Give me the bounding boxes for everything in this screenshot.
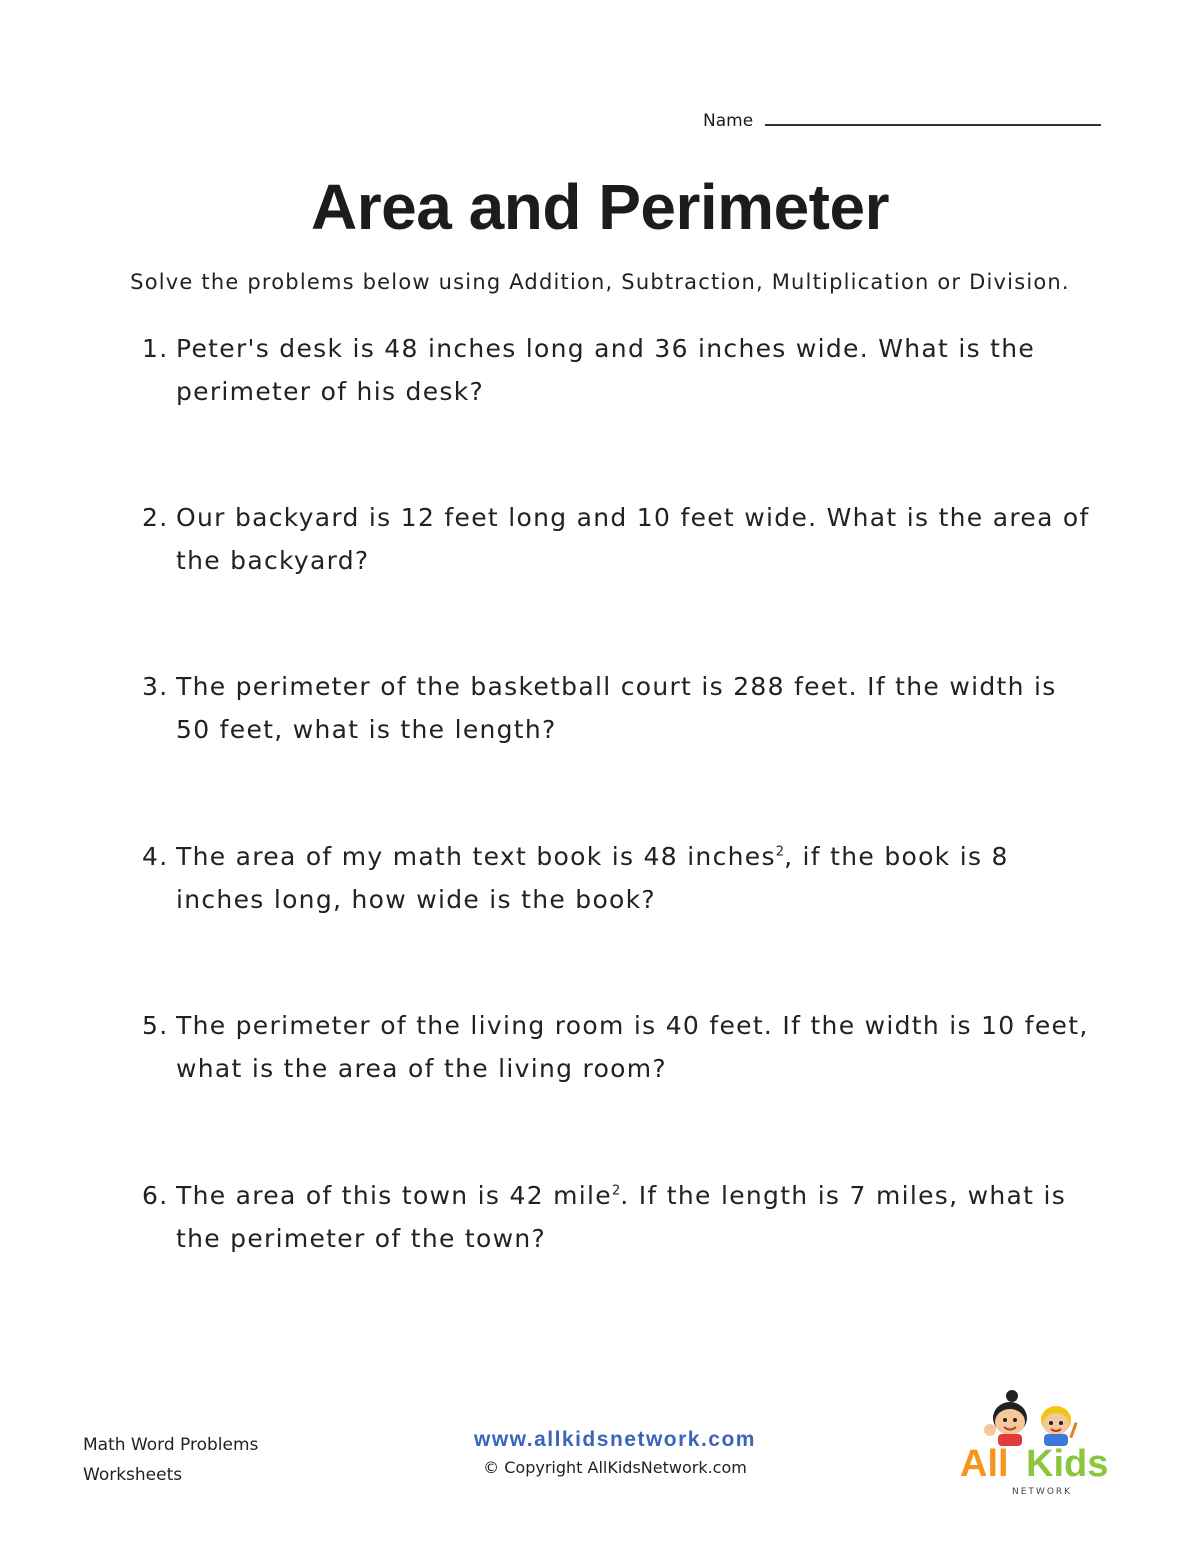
logo-text-all: All — [960, 1443, 1009, 1485]
footer-category-line1: Math Word Problems — [83, 1435, 259, 1455]
logo-text-kids: Kids — [1026, 1443, 1109, 1485]
problem-text: Our backyard is 12 feet long and 10 feet wide. What is the area of the backyard? — [176, 503, 1090, 575]
problem-1 — [142, 327, 1092, 413]
copyright-notice: © Copyright AllKidsNetwork.com — [483, 1458, 747, 1477]
problem-text-part-a: The area of this town is 42 mile — [176, 1181, 612, 1210]
problem-5 — [142, 1004, 1092, 1090]
problem-text: The perimeter of the basketball court is 288 feet. If the width is 50 feet, what is the length? — [176, 672, 1057, 744]
logo-text-network: NETWORK — [1012, 1487, 1073, 1497]
problem-text-part-b: , if the book is 8 inches long, how wide is the book? — [176, 842, 1009, 914]
problem-4 — [142, 835, 1092, 921]
superscript-two: 2 — [611, 1183, 621, 1199]
kid-right-illustration — [1041, 1406, 1078, 1446]
superscript-two: 2 — [775, 844, 785, 860]
name-blank-line[interactable] — [765, 108, 1101, 126]
problem-number: 5. — [142, 1011, 169, 1040]
name-field-row — [703, 108, 1101, 131]
problem-3 — [142, 665, 1092, 751]
problem-number: 1. — [142, 334, 169, 363]
site-url-link[interactable]: www.allkidsnetwork.com — [474, 1428, 756, 1451]
name-label: Name — [703, 111, 754, 131]
problem-number: 3. — [142, 672, 169, 701]
problem-text — [142, 835, 1092, 921]
problem-text: The perimeter of the living room is 40 feet. If the width is 10 feet, what is the area of the living room? — [176, 1011, 1089, 1083]
footer-site-info — [415, 1428, 815, 1477]
problem-2 — [142, 496, 1092, 582]
worksheet-title: Area and Perimeter — [311, 171, 889, 243]
problem-text-part-b: . If the length is 7 miles, what is the perimeter of the town? — [176, 1181, 1067, 1253]
problem-6 — [142, 1174, 1092, 1260]
problem-text: Peter's desk is 48 inches long and 36 inches wide. What is the perimeter of his desk? — [176, 334, 1036, 406]
problem-text-part-a: The area of my math text book is 48 inches — [176, 842, 776, 871]
footer-category — [83, 1430, 258, 1490]
kid-left-illustration — [984, 1390, 1027, 1446]
allkids-network-logo — [950, 1382, 1135, 1500]
problem-number: 4. — [142, 842, 169, 871]
problem-text — [142, 1174, 1092, 1260]
problem-number: 6. — [142, 1181, 169, 1210]
footer-category-line2: Worksheets — [83, 1465, 183, 1485]
problem-number: 2. — [142, 503, 169, 532]
instructions: Solve the problems below using Addition, Subtraction, Multiplication or Division. — [130, 270, 1070, 294]
